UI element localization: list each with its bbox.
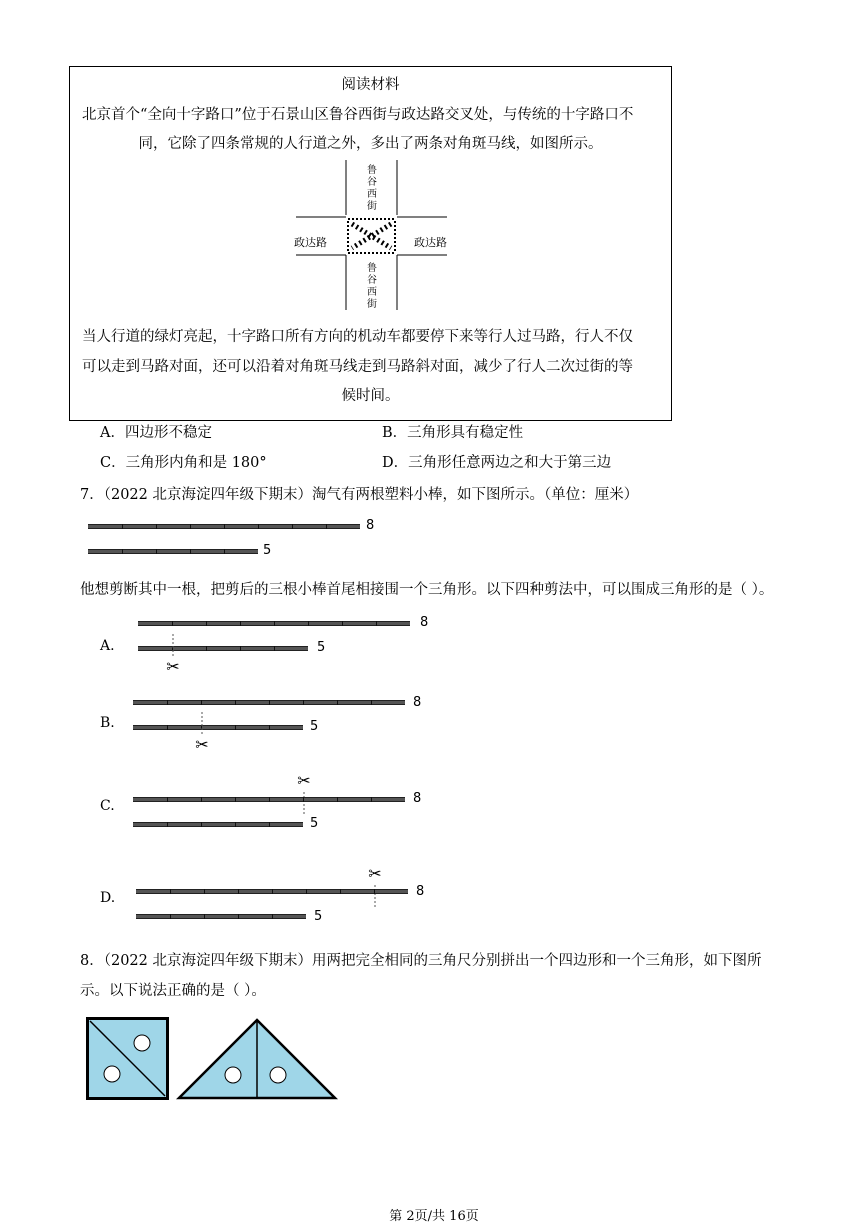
rod-tick xyxy=(303,700,304,705)
rod-tick xyxy=(167,822,168,827)
q7-option-b-label: B. xyxy=(100,715,115,731)
rod-tick xyxy=(170,914,171,919)
q6-option-a: A．四边形不稳定 xyxy=(100,425,212,441)
rod-tick xyxy=(269,700,270,705)
rod-tick xyxy=(238,914,239,919)
rod-tick xyxy=(156,549,157,554)
road-label-top: 鲁谷西街 xyxy=(367,165,377,212)
option-d-short-length: 5 xyxy=(314,909,323,924)
reading-line-3: 当人行道的绿灯亮起，十字路口所有方向的机动车都要停下来等行人过马路，行人不仅 xyxy=(82,329,633,345)
q8-stem-2: 示。以下说法正确的是（ ）。 xyxy=(80,983,266,999)
option-c-short-length: 5 xyxy=(310,816,319,831)
q6-option-b: B．三角形具有稳定性 xyxy=(382,425,524,441)
option-c-rod-short xyxy=(133,822,303,827)
scissors-icon xyxy=(193,712,211,754)
rod-tick xyxy=(235,797,236,802)
rod-tick xyxy=(272,914,273,919)
option-d-rod-short xyxy=(136,914,306,919)
rod-tick xyxy=(376,621,377,626)
rod-tick xyxy=(340,889,341,894)
page-footer: 第 2页/共 16页 xyxy=(389,1209,479,1224)
svg-text:✂: ✂ xyxy=(166,657,180,676)
rod-long xyxy=(88,524,360,529)
rod-tick xyxy=(240,646,241,651)
scissors-icon xyxy=(164,634,182,676)
rod-tick xyxy=(206,621,207,626)
rod-tick xyxy=(274,621,275,626)
road-label-bottom: 鲁谷西街 xyxy=(367,263,377,310)
rod-tick xyxy=(274,646,275,651)
rod-tick xyxy=(204,889,205,894)
rod-tick xyxy=(342,621,343,626)
option-c-rod-long xyxy=(133,797,405,802)
option-a-short-length: 5 xyxy=(317,640,326,655)
rod-tick xyxy=(170,889,171,894)
road-label-right: 政达路 xyxy=(414,236,447,249)
rod-tick xyxy=(303,797,304,802)
rod-tick xyxy=(201,700,202,705)
rod-tick xyxy=(269,725,270,730)
rod-tick xyxy=(374,889,375,894)
rod-tick xyxy=(292,524,293,529)
rod-tick xyxy=(167,797,168,802)
rod-tick xyxy=(224,549,225,554)
scissors-icon xyxy=(366,863,384,909)
reading-line-5: 候时间。 xyxy=(341,388,400,404)
q7-option-c-label: C. xyxy=(100,798,115,814)
q7-question: 他想剪断其中一根，把剪后的三根小棒首尾相接围一个三角形。以下四种剪法中，可以围成三角形的是（ ）。 xyxy=(80,582,774,598)
svg-text:✂: ✂ xyxy=(195,735,209,754)
option-a-rod-long xyxy=(138,621,410,626)
rod-short xyxy=(88,549,258,554)
option-d-long-length: 8 xyxy=(416,884,425,899)
reading-line-1: 北京首个“全向十字路口”位于石景山区鲁谷西街与政达路交叉处，与传统的十字路口不 xyxy=(82,107,634,123)
rod-tick xyxy=(337,700,338,705)
q7-stem: 7．（2022 北京海淀四年级下期末）淘气有两根塑料小棒，如下图所示。（单位：厘米） xyxy=(80,487,639,503)
rod-tick xyxy=(326,524,327,529)
rod-tick xyxy=(269,797,270,802)
q7-option-a-label: A. xyxy=(100,638,115,654)
q6-option-c: C．三角形内角和是 180° xyxy=(100,455,267,471)
rod-tick xyxy=(201,822,202,827)
rod-tick xyxy=(235,700,236,705)
q7-option-d-label: D. xyxy=(100,890,116,906)
rod-tick xyxy=(371,700,372,705)
option-b-rod-short xyxy=(133,725,303,730)
rod-tick xyxy=(122,549,123,554)
reading-line-4: 可以走到马路对面，还可以沿着对角斑马线走到马路斜对面，减少了行人二次过街的等 xyxy=(82,359,633,375)
option-c-long-length: 8 xyxy=(413,791,422,806)
rod-tick xyxy=(308,621,309,626)
rod-tick xyxy=(337,797,338,802)
rod-tick xyxy=(224,524,225,529)
rod-tick xyxy=(371,797,372,802)
quadrilateral-figure xyxy=(86,1017,170,1101)
rod-tick xyxy=(190,549,191,554)
rod-tick xyxy=(258,524,259,529)
rod-tick xyxy=(122,524,123,529)
rod-tick xyxy=(269,822,270,827)
rod-tick xyxy=(190,524,191,529)
rod-tick xyxy=(206,646,207,651)
reading-line-2: 同，它除了四条常规的人行道之外，多出了两条对角斑马线，如图所示。 xyxy=(138,136,603,152)
rod-tick xyxy=(167,700,168,705)
svg-text:✂: ✂ xyxy=(297,771,311,790)
rod-tick xyxy=(235,822,236,827)
rod-tick xyxy=(306,889,307,894)
rod-tick xyxy=(201,797,202,802)
svg-text:✂: ✂ xyxy=(368,864,382,883)
scissors-icon xyxy=(295,770,313,814)
rod-tick xyxy=(167,725,168,730)
triangle-figure xyxy=(177,1017,339,1101)
road-label-left: 政达路 xyxy=(294,236,327,249)
option-a-long-length: 8 xyxy=(420,615,429,630)
rod-long-length: 8 xyxy=(366,518,375,533)
reading-title: 阅读材料 xyxy=(341,77,400,93)
rod-tick xyxy=(272,889,273,894)
rod-tick xyxy=(156,524,157,529)
rod-short-length: 5 xyxy=(263,543,272,558)
option-b-rod-long xyxy=(133,700,405,705)
rod-tick xyxy=(172,621,173,626)
rod-tick xyxy=(235,725,236,730)
option-b-long-length: 8 xyxy=(413,695,422,710)
rod-tick xyxy=(240,621,241,626)
q6-option-d: D．三角形任意两边之和大于第三边 xyxy=(382,455,612,471)
option-b-short-length: 5 xyxy=(310,719,319,734)
rod-tick xyxy=(238,889,239,894)
option-d-rod-long xyxy=(136,889,408,894)
rod-tick xyxy=(204,914,205,919)
q8-stem-1: 8．（2022 北京海淀四年级下期末）用两把完全相同的三角尺分别拼出一个四边形和一个三角形，如下图所 xyxy=(80,953,762,969)
